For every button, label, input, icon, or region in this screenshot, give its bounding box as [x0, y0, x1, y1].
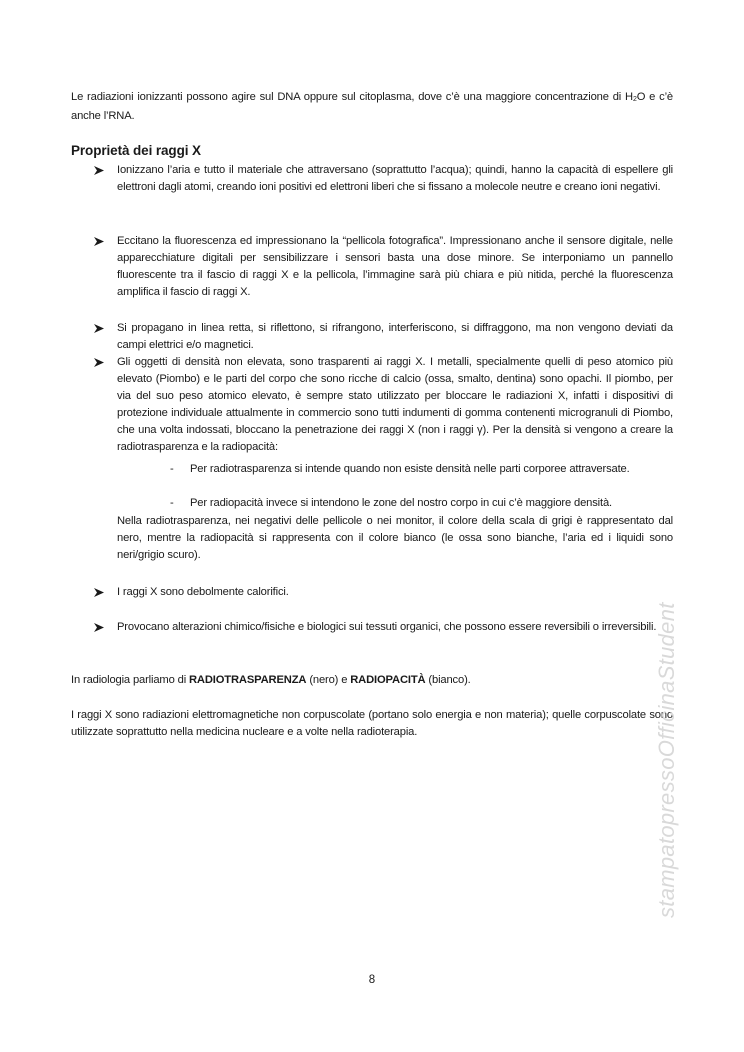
radiology-mid: (nero) e: [306, 674, 351, 686]
arrowhead-bullet-icon: [94, 233, 108, 246]
bullet-item: I raggi X sono debolmente calorifici.: [117, 586, 289, 598]
bullet-item: Si propagano in linea retta, si riflettono, si rifrangono, interferiscono, si diffraggono, ma non vengono deviati da campi elettrici e/o magnetici.: [117, 322, 673, 351]
radiology-paragraph: [71, 672, 673, 689]
term-radiopacita: RADIOPACITÀ: [350, 674, 426, 686]
bullet-item: Gli oggetti di densità non elevata, sono trasparenti ai raggi X. I metalli, specialmente quelli di peso atomico più elevato (Piombo) e le parti del corpo che sono ricche di calcio (ossa, smalto, dentina) sono opachi. Il piombo, per via del suo peso atomico elevato, è sempre stato utilizzato per bloccare le radiazioni X, infatti i dispositivi di protezione individuale attualmente in commercio sono tutti indumenti di gomma contenenti microgranuli di Piombo, che una volta indossati, bloccano la penetrazione dei raggi X (non i raggi γ). Per la densità si vengono a creare la radiotrasparenza e la radiopacità:: [117, 356, 673, 453]
arrowhead-bullet-icon: [94, 584, 108, 597]
dash-bullet: -: [170, 463, 174, 475]
intro-text-end: O e c’è anche l’RNA.: [71, 91, 673, 122]
term-radiotrasparenza: RADIOTRASPARENZA: [189, 674, 307, 686]
sub-item: Per radiopacità invece si intendono le zone del nostro corpo in cui c’è maggiore densità.: [190, 497, 612, 509]
intro-paragraph: [71, 89, 673, 125]
sub-item: Per radiotrasparenza si intende quando non esiste densità nelle parti corporee attraversate.: [190, 463, 630, 475]
arrowhead-bullet-icon: [94, 619, 108, 632]
bullet-item: Provocano alterazioni chimico/fisiche e biologici sui tessuti organici, che possono essere reversibili o irreversibili.: [117, 621, 657, 633]
arrowhead-bullet-icon: [94, 320, 108, 333]
closing-paragraph: I raggi X sono radiazioni elettromagnetiche non corpuscolate (portano solo energia e non materia); quelle corpuscolate sono utilizzate soprattutto nella medicina nucleare e a volte nella radioterapia.: [71, 709, 673, 738]
radiology-suffix: (bianco).: [425, 674, 471, 686]
watermark: stampatopressoOfficinaStudent: [654, 602, 679, 918]
arrowhead-bullet-icon: [94, 162, 108, 175]
intro-text: Le radiazioni ionizzanti possono agire sul DNA oppure sul citoplasma, dove c’è una maggiore concentrazione di H: [71, 91, 633, 103]
dash-bullet: -: [170, 497, 174, 509]
section-title: Proprietà dei raggi X: [71, 143, 201, 158]
arrowhead-bullet-icon: [94, 354, 108, 367]
bullet-continuation: Nella radiotrasparenza, nei negativi delle pellicole o nei monitor, il colore della scala di grigi è rappresentato dal nero, mentre la radiopacità si rappresenta con il colore bianco (le ossa sono bianche, l’aria ed i liquidi sono neri/grigio scuro).: [117, 515, 673, 561]
page-number: 8: [368, 974, 376, 986]
bullet-item: Eccitano la fluorescenza ed impressionano la “pellicola fotografica”. Impressionano anche il sensore digitale, nelle apparecchiature digitali per sensibilizzare i sensori basta una dose minore. Se interponiamo un pannello fluorescente tra il fascio di raggi X e la pellicola, l’immagine sarà più chiara e più nitida, perché la fluorescenza amplifica il fascio di raggi X.: [117, 235, 673, 298]
radiology-prefix: In radiologia parliamo di: [71, 674, 189, 686]
subscript: 2: [632, 96, 637, 103]
bullet-item: Ionizzano l’aria e tutto il materiale che attraversano (soprattutto l’acqua); quindi, hanno la capacità di espellere gli elettroni dagli atomi, creando ioni positivi ed elettroni liberi che si fissano a molecole neutre e creano ioni negativi.: [117, 164, 673, 193]
